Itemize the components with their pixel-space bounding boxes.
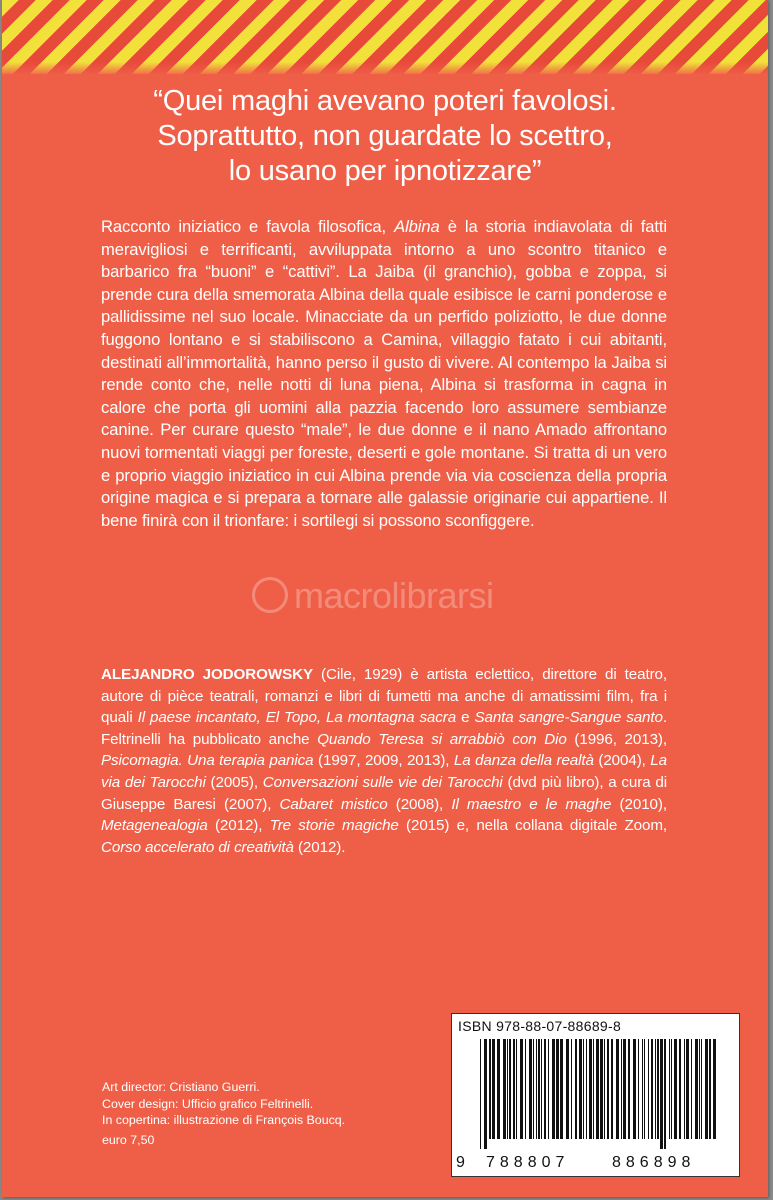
bio-run: (1996, 2013), [566,730,667,748]
bio-run: Il maestro e le maghe [451,795,612,813]
bio-run: (2012). [293,838,346,856]
bio-run: Metagenealogia [101,817,208,835]
synopsis-paragraph [101,216,667,532]
watermark-text: macrolibrarsi [294,575,494,616]
isbn-label: ISBN 978-88-07-88689-8 [458,1018,622,1034]
author-bio-paragraph [101,664,667,858]
barcode-digits-right: 886898 [612,1154,696,1171]
barcode-digits-left: 788807 [486,1154,570,1171]
bio-run: (2005), [205,773,263,791]
bio-run: (2008), [387,795,452,813]
bio-run: Corso accelerato di creatività [101,838,294,856]
bio-run: Il paese incantato, El Topo, La montagna sacra [137,709,457,727]
bio-run: (2010), [611,795,667,813]
barcode-icon [474,1039,722,1149]
bio-run: . Feltrinelli ha pubblicato anche [101,709,667,748]
bio-run: Psicomagia. Una terapia panica [101,752,314,770]
synopsis-run: è la storia indiavolata di fatti meravigliosi e terrificanti, avviluppata intorno a uno scontro titanico e barbarico fra “buoni” e “cattivi”. La Jaiba (il granchio), gobba e zoppa, si prende cura della smemorata Albina della quale esibisce le carni ponderose e pallidissime nel suo locale. Minacciate da un perfido poliziotto, le due donne fuggono lontano e si stabiliscono a Camina, villaggio fatato i cui abitanti, destinati all’immortalità, hanno perso il gusto di vivere. Al contempo la Jaiba si rende conto che, nelle notti di luna piena, Albina si trasforma in cagna in calore che porta gli uomini alla pazzia facendo loro assumere sembianze canine. Per curare questo “male”, le due donne e il nano Amado affrontano nuovi tormentati viaggi per foreste, deserti e gole montane. Si tratta di un vero e proprio viaggio iniziatico in cui Albina prende via via coscienza della propria origine magica e si prepara a tornare alle galassie originarie cui appartiene. Il bene finirà con il trionfare: i sortilegi si possono sconfiggere. [101,217,667,530]
bio-run: ALEJANDRO JODOROWSKY [101,666,314,683]
bio-run: La via dei Tarocchi [101,752,667,791]
credit-cover-design: Cover design: Ufficio grafico Feltrinelli. [102,1096,314,1111]
bio-run: Quando Teresa si arrabbiò con Dio [317,730,567,748]
bio-run: (2015) e, nella collana digitale Zoom, [398,817,667,835]
bio-run: Tre storie magiche [269,817,399,835]
price-label: euro 7,50 [102,1133,155,1147]
bio-run: Cabaret mistico [279,795,388,813]
credits-block [102,1079,345,1129]
watermark [252,575,494,617]
bio-run: Conversazioni sulle vie dei Tarocchi [262,773,503,791]
bio-run: (Cile, 1929) è artista eclettico, direttore di teatro, autore di pièce teatrali, romanzi e libri di fumetti ma anche di amatissimi film, fra i quali [101,666,667,727]
barcode-digit-first: 9 [456,1154,465,1171]
bio-run: (2004), [593,752,651,770]
isbn-barcode-box [451,1013,740,1177]
synopsis-run: Racconto iniziatico e favola filosofica, [101,217,395,236]
bio-run: (2012), [207,817,270,835]
bio-run: Santa sangre-Sangue santo [474,709,663,727]
synopsis-run: Albina [394,217,440,236]
bio-run: La danza della realtà [453,752,594,770]
credit-cover-illustration: In copertina: illustrazione di François Boucq. [102,1113,346,1127]
pull-quote: “Quei maghi avevano poteri favolosi. Soprattutto, non guardate lo scettro, lo usano per ipnotizzare” [153,85,617,187]
bio-run: (dvd più libro), a cura di Giuseppe Baresi (2007), [101,773,667,813]
stripes-fade [2,62,768,76]
bio-run: (1997, 2009, 2013), [313,752,454,770]
bio-run: e [456,709,475,727]
credit-art-director: Art director: Cristiano Guerri. [102,1080,260,1094]
book-back-cover [2,0,768,1197]
watermark-logo-icon [252,577,288,613]
